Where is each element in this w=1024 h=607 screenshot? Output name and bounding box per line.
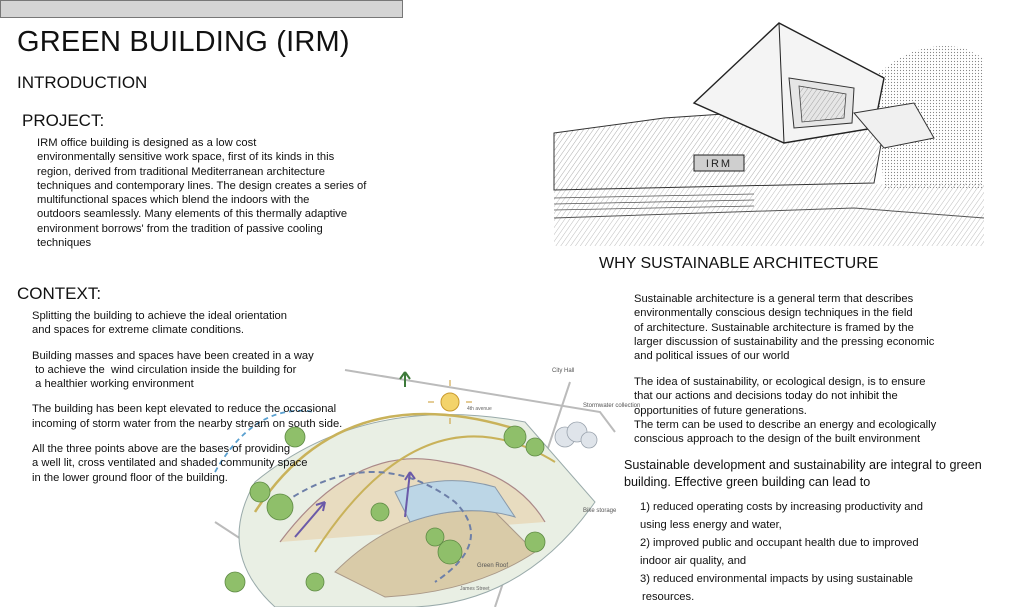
context-heading: CONTEXT: xyxy=(17,284,102,303)
context-line: in the lower ground floor of the building. xyxy=(32,471,228,484)
project-line: multifunctional spaces which blend the indoors with the xyxy=(37,194,310,207)
context-line: and spaces for extreme climate conditions. xyxy=(32,324,245,337)
why-line: opportunities of future generations. xyxy=(634,404,807,417)
why-line: of architecture. Sustainable architecture is framed by the xyxy=(634,321,914,334)
list-item: indoor air quality, and xyxy=(640,555,747,567)
list-item: 3) reduced environmental impacts by using sustainable xyxy=(640,573,914,585)
context-line: incoming of storm water from the nearby stream on south side. xyxy=(32,417,343,430)
why-line: environmentally conscious design techniques in the field xyxy=(634,307,913,320)
diagram-label: Green Roof xyxy=(477,563,509,569)
context-line: to achieve the wind circulation inside the building for xyxy=(32,363,297,376)
diagram-label: Stormwater collection xyxy=(583,403,641,409)
why-line: that our actions and decisions today do not inhibit the xyxy=(634,390,898,403)
project-line: techniques and contemporary lines. The design creates a series of xyxy=(37,179,367,192)
context-paragraph xyxy=(32,442,372,485)
why-paragraph-1 xyxy=(634,292,954,363)
project-line: environmentally sensitive work space, first of its kinds in this xyxy=(37,151,335,164)
why-heading: WHY SUSTAINABLE ARCHITECTURE xyxy=(599,255,879,272)
project-text xyxy=(37,136,387,250)
list-item: 1) reduced operating costs by increasing productivity and xyxy=(640,501,923,513)
list-item: 2) improved public and occupant health due to improved xyxy=(640,537,919,549)
context-line: The building has been kept elevated to reduce the occasional xyxy=(32,403,337,416)
context-paragraph xyxy=(32,309,372,338)
why-line: The idea of sustainability, or ecological design, is to ensure xyxy=(634,376,926,388)
context-line: a healthier working environment xyxy=(32,378,194,391)
context-paragraph xyxy=(32,349,372,392)
project-line: IRM office building is designed as a low cost xyxy=(37,137,257,149)
context-paragraph xyxy=(32,402,372,431)
context-line: Splitting the building to achieve the ideal orientation xyxy=(32,310,288,322)
why-lead-line: Sustainable development and sustainability are integral to green xyxy=(624,458,982,472)
context-line: a well lit, cross ventilated and shaded community space xyxy=(32,457,308,470)
why-line: larger discussion of sustainability and the pressing economic xyxy=(634,335,935,348)
benefits-list xyxy=(640,498,970,606)
project-line: environment borrows' from the tradition of passive cooling xyxy=(37,222,323,235)
diagram-label: 4th avenue xyxy=(467,406,492,412)
why-paragraph-2 xyxy=(634,375,954,446)
diagram-label: Bike storage xyxy=(583,508,617,514)
why-lead-line: building. Effective green building can lead to xyxy=(624,474,871,489)
context-line: Building masses and spaces have been created in a way xyxy=(32,349,314,362)
context-line: All the three points above are the bases of providing xyxy=(32,443,291,456)
top-bar xyxy=(0,0,403,18)
introduction-heading: INTRODUCTION xyxy=(17,73,148,92)
project-line: techniques xyxy=(37,237,92,250)
why-line: and political issues of our world xyxy=(634,350,790,363)
project-line: outdoors seamlessly. Many elements of this thermally adaptive xyxy=(37,208,348,221)
list-item: resources. xyxy=(642,591,695,603)
list-item: using less energy and water, xyxy=(640,519,782,531)
diagram-label: City Hall xyxy=(552,368,575,374)
project-line: region, derived from traditional Mediterranean architecture xyxy=(37,165,325,178)
building-sign: IRM xyxy=(705,158,733,170)
project-heading: PROJECT: xyxy=(22,111,105,130)
building-sketch-image xyxy=(554,18,984,246)
why-line: conscious approach to the design of the built environment xyxy=(634,433,921,446)
why-line: The term can be used to describe an energy and ecologically xyxy=(634,418,937,431)
page-title: GREEN BUILDING (IRM) xyxy=(17,26,350,58)
why-line: Sustainable architecture is a general term that describes xyxy=(634,293,914,305)
diagram-label: James Street xyxy=(460,586,490,592)
context-text xyxy=(32,309,372,496)
why-lead xyxy=(624,457,1019,490)
